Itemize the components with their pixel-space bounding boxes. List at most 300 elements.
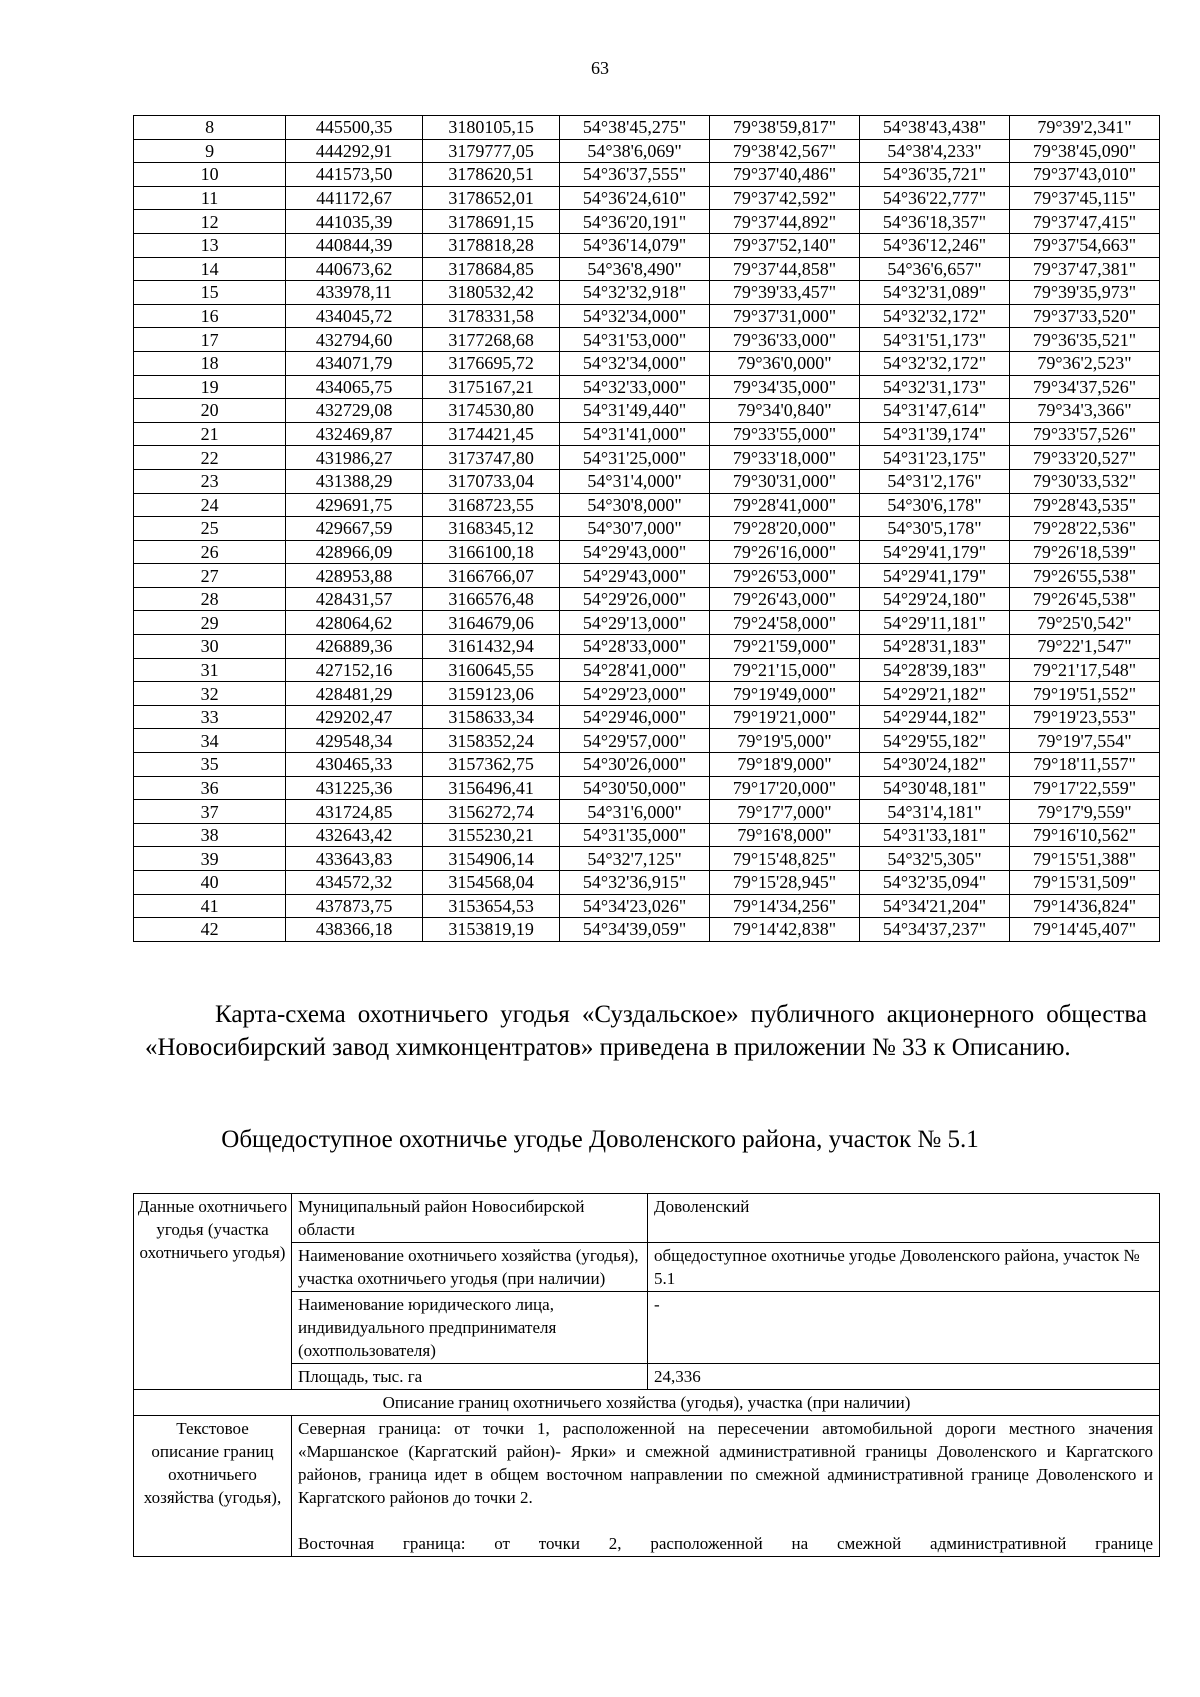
table-cell: 434572,32 [286, 871, 423, 895]
table-cell: 54°28'31,183" [860, 635, 1010, 659]
table-cell: 54°29'57,000" [560, 729, 710, 753]
table-cell: 79°39'33,457" [710, 281, 860, 305]
table-cell: 3178691,15 [423, 210, 560, 234]
table-cell: 79°14'45,407" [1009, 918, 1159, 942]
table-cell: 428966,09 [286, 540, 423, 564]
table-cell: 79°37'45,115" [1009, 186, 1159, 210]
table-cell: 3158352,24 [423, 729, 560, 753]
table-cell: 54°36'37,555" [560, 163, 710, 187]
info-label: Муниципальный район Новосибирской области [292, 1194, 648, 1243]
table-row [134, 540, 1160, 564]
table-cell: 79°37'47,415" [1009, 210, 1159, 234]
table-cell: 37 [134, 800, 286, 824]
table-cell: 79°38'45,090" [1009, 139, 1159, 163]
table-cell: 432643,42 [286, 823, 423, 847]
table-cell: 79°19'7,554" [1009, 729, 1159, 753]
table-cell: 79°30'33,532" [1009, 469, 1159, 493]
table-cell: 79°21'17,548" [1009, 658, 1159, 682]
table-cell: 14 [134, 257, 286, 281]
table-cell: 79°15'31,509" [1009, 871, 1159, 895]
table-cell: 35 [134, 753, 286, 777]
table-row [134, 682, 1160, 706]
table-cell: 79°38'42,567" [710, 139, 860, 163]
table-cell: 54°38'43,438" [860, 116, 1010, 140]
table-cell: 54°29'11,181" [860, 611, 1010, 635]
table-cell: 54°29'24,180" [860, 587, 1010, 611]
table-cell: 434071,79 [286, 351, 423, 375]
table-cell: 79°19'49,000" [710, 682, 860, 706]
table-cell: 79°33'18,000" [710, 446, 860, 470]
table-cell: 54°32'32,172" [860, 351, 1010, 375]
table-cell: 3160645,55 [423, 658, 560, 682]
info-row-district [134, 1194, 1160, 1243]
table-cell: 54°30'8,000" [560, 493, 710, 517]
group-label: Данные охотничьего угодья (участка охотничьего угодья) [134, 1194, 292, 1390]
table-row [134, 611, 1160, 635]
table-cell: 431225,36 [286, 776, 423, 800]
table-cell: 432469,87 [286, 422, 423, 446]
table-row [134, 918, 1160, 942]
table-cell: 54°32'35,094" [860, 871, 1010, 895]
table-cell: 79°36'2,523" [1009, 351, 1159, 375]
table-cell: 79°39'2,341" [1009, 116, 1159, 140]
north-boundary-text: Северная граница: от точки 1, расположенной на пересечении автомобильной дороги местного значения «Маршанское (Каргатский район)- Ярки» и смежной административной границы Доволенского и Каргатского районов, граница идет в общем восточном направлении по смежной административной границе Доволенского и Каргатского районов до точки 2. [298, 1419, 1153, 1507]
table-cell: 3173747,80 [423, 446, 560, 470]
table-cell: 32 [134, 682, 286, 706]
table-cell: 30 [134, 635, 286, 659]
table-cell: 79°37'44,858" [710, 257, 860, 281]
table-cell: 54°31'49,440" [560, 399, 710, 423]
table-cell: 8 [134, 116, 286, 140]
table-cell: 54°28'39,183" [860, 658, 1010, 682]
table-cell: 54°30'5,178" [860, 517, 1010, 541]
info-value: 24,336 [648, 1364, 1160, 1390]
table-cell: 79°28'43,535" [1009, 493, 1159, 517]
table-cell: 431388,29 [286, 469, 423, 493]
table-cell: 79°24'58,000" [710, 611, 860, 635]
table-cell: 42 [134, 918, 286, 942]
table-cell: 54°29'13,000" [560, 611, 710, 635]
table-cell: 54°36'18,357" [860, 210, 1010, 234]
table-cell: 430465,33 [286, 753, 423, 777]
table-cell: 33 [134, 705, 286, 729]
table-row [134, 823, 1160, 847]
table-cell: 3161432,94 [423, 635, 560, 659]
table-row [134, 564, 1160, 588]
table-row [134, 705, 1160, 729]
table-cell: 426889,36 [286, 635, 423, 659]
table-cell: 54°31'35,000" [560, 823, 710, 847]
table-cell: 434065,75 [286, 375, 423, 399]
table-cell: 79°37'44,892" [710, 210, 860, 234]
table-cell: 54°32'36,915" [560, 871, 710, 895]
table-cell: 79°26'43,000" [710, 587, 860, 611]
table-cell: 54°30'48,181" [860, 776, 1010, 800]
table-cell: 79°26'53,000" [710, 564, 860, 588]
table-cell: 54°31'33,181" [860, 823, 1010, 847]
table-cell: 23 [134, 469, 286, 493]
table-cell: 54°32'34,000" [560, 351, 710, 375]
table-cell: 19 [134, 375, 286, 399]
table-cell: 79°28'22,536" [1009, 517, 1159, 541]
table-cell: 440673,62 [286, 257, 423, 281]
table-cell: 433978,11 [286, 281, 423, 305]
table-cell: 79°37'40,486" [710, 163, 860, 187]
table-cell: 441172,67 [286, 186, 423, 210]
table-cell: 432794,60 [286, 328, 423, 352]
info-value: - [648, 1292, 1160, 1364]
table-cell: 79°30'31,000" [710, 469, 860, 493]
table-cell: 3174421,45 [423, 422, 560, 446]
info-label: Наименование охотничьего хозяйства (угодья), участка охотничьего угодья (при наличии) [292, 1243, 648, 1292]
table-row [134, 800, 1160, 824]
info-value: Доволенский [648, 1194, 1160, 1243]
table-cell: 54°36'6,657" [860, 257, 1010, 281]
table-cell: 79°19'23,553" [1009, 705, 1159, 729]
table-cell: 26 [134, 540, 286, 564]
table-cell: 79°37'47,381" [1009, 257, 1159, 281]
boundary-description [292, 1416, 1160, 1557]
table-cell: 429691,75 [286, 493, 423, 517]
table-cell: 79°18'9,000" [710, 753, 860, 777]
table-cell: 79°17'9,559" [1009, 800, 1159, 824]
table-cell: 79°17'7,000" [710, 800, 860, 824]
table-cell: 54°38'6,069" [560, 139, 710, 163]
table-cell: 3156496,41 [423, 776, 560, 800]
table-cell: 3175167,21 [423, 375, 560, 399]
table-cell: 438366,18 [286, 918, 423, 942]
table-cell: 54°38'45,275" [560, 116, 710, 140]
table-cell: 54°32'33,000" [560, 375, 710, 399]
table-cell: 79°38'59,817" [710, 116, 860, 140]
section-heading: Общедоступное охотничье угодье Доволенского района, участок № 5.1 [221, 1126, 979, 1153]
table-cell: 54°31'2,176" [860, 469, 1010, 493]
table-cell: 429548,34 [286, 729, 423, 753]
table-cell: 20 [134, 399, 286, 423]
table-cell: 79°19'51,552" [1009, 682, 1159, 706]
table-cell: 428064,62 [286, 611, 423, 635]
table-cell: 54°29'44,182" [860, 705, 1010, 729]
table-row [134, 894, 1160, 918]
table-row [134, 729, 1160, 753]
table-cell: 54°36'24,610" [560, 186, 710, 210]
table-cell: 54°29'41,179" [860, 564, 1010, 588]
table-cell: 441035,39 [286, 210, 423, 234]
table-cell: 54°31'39,174" [860, 422, 1010, 446]
table-cell: 79°14'36,824" [1009, 894, 1159, 918]
table-cell: 79°21'15,000" [710, 658, 860, 682]
table-cell: 3178684,85 [423, 257, 560, 281]
table-cell: 54°31'47,614" [860, 399, 1010, 423]
table-cell: 54°29'46,000" [560, 705, 710, 729]
table-cell: 54°29'26,000" [560, 587, 710, 611]
table-cell: 24 [134, 493, 286, 517]
table-row [134, 658, 1160, 682]
map-note-text: Карта-схема охотничьего угодья «Суздальское» публичного акционерного общества «Новосибирский завод химконцентратов» приведена в приложении № 33 к Описанию. [145, 1001, 1147, 1061]
table-cell: 41 [134, 894, 286, 918]
table-cell: 79°37'52,140" [710, 233, 860, 257]
table-cell: 17 [134, 328, 286, 352]
table-cell: 431986,27 [286, 446, 423, 470]
table-cell: 79°25'0,542" [1009, 611, 1159, 635]
table-cell: 54°36'8,490" [560, 257, 710, 281]
table-row [134, 635, 1160, 659]
table-cell: 445500,35 [286, 116, 423, 140]
table-cell: 54°32'31,089" [860, 281, 1010, 305]
table-cell: 79°18'11,557" [1009, 753, 1159, 777]
table-cell: 13 [134, 233, 286, 257]
table-cell: 54°36'12,246" [860, 233, 1010, 257]
boundaries-header: Описание границ охотничьего хозяйства (угодья), участка (при наличии) [134, 1390, 1160, 1416]
table-cell: 3168723,55 [423, 493, 560, 517]
table-cell: 440844,39 [286, 233, 423, 257]
table-cell: 79°37'33,520" [1009, 304, 1159, 328]
table-row [134, 469, 1160, 493]
table-row [134, 587, 1160, 611]
table-row [134, 304, 1160, 328]
table-row [134, 493, 1160, 517]
table-cell: 28 [134, 587, 286, 611]
table-cell: 22 [134, 446, 286, 470]
table-cell: 428953,88 [286, 564, 423, 588]
table-cell: 79°28'41,000" [710, 493, 860, 517]
table-cell: 54°34'21,204" [860, 894, 1010, 918]
table-cell: 27 [134, 564, 286, 588]
table-cell: 79°34'0,840" [710, 399, 860, 423]
table-cell: 54°32'32,918" [560, 281, 710, 305]
table-cell: 54°34'39,059" [560, 918, 710, 942]
table-cell: 10 [134, 163, 286, 187]
table-cell: 54°31'4,000" [560, 469, 710, 493]
table-cell: 3170733,04 [423, 469, 560, 493]
table-cell: 437873,75 [286, 894, 423, 918]
table-cell: 79°14'42,838" [710, 918, 860, 942]
table-row [134, 116, 1160, 140]
table-cell: 54°36'14,079" [560, 233, 710, 257]
table-cell: 79°15'28,945" [710, 871, 860, 895]
table-cell: 16 [134, 304, 286, 328]
table-cell: 3177268,68 [423, 328, 560, 352]
table-cell: 54°29'21,182" [860, 682, 1010, 706]
table-cell: 79°36'0,000" [710, 351, 860, 375]
table-cell: 79°34'37,526" [1009, 375, 1159, 399]
table-cell: 36 [134, 776, 286, 800]
table-cell: 54°29'43,000" [560, 564, 710, 588]
table-cell: 432729,08 [286, 399, 423, 423]
table-cell: 54°31'4,181" [860, 800, 1010, 824]
table-cell: 79°37'31,000" [710, 304, 860, 328]
table-cell: 79°39'35,973" [1009, 281, 1159, 305]
table-cell: 79°33'20,527" [1009, 446, 1159, 470]
table-cell: 434045,72 [286, 304, 423, 328]
table-cell: 79°19'5,000" [710, 729, 860, 753]
table-cell: 429667,59 [286, 517, 423, 541]
page-number: 63 [591, 58, 609, 78]
table-cell: 54°30'7,000" [560, 517, 710, 541]
table-cell: 3178652,01 [423, 186, 560, 210]
table-cell: 79°34'3,366" [1009, 399, 1159, 423]
table-cell: 79°15'51,388" [1009, 847, 1159, 871]
table-cell: 40 [134, 871, 286, 895]
table-cell: 54°30'24,182" [860, 753, 1010, 777]
table-cell: 3180105,15 [423, 116, 560, 140]
table-cell: 54°31'25,000" [560, 446, 710, 470]
table-row [134, 753, 1160, 777]
table-cell: 3180532,42 [423, 281, 560, 305]
table-row [134, 399, 1160, 423]
table-row [134, 233, 1160, 257]
table-cell: 79°19'21,000" [710, 705, 860, 729]
table-cell: 3153819,19 [423, 918, 560, 942]
table-cell: 3154906,14 [423, 847, 560, 871]
table-cell: 79°21'59,000" [710, 635, 860, 659]
table-cell: 34 [134, 729, 286, 753]
table-cell: 54°30'6,178" [860, 493, 1010, 517]
table-cell: 3164679,06 [423, 611, 560, 635]
table-cell: 79°33'55,000" [710, 422, 860, 446]
table-cell: 9 [134, 139, 286, 163]
table-cell: 79°26'18,539" [1009, 540, 1159, 564]
table-cell: 3155230,21 [423, 823, 560, 847]
table-cell: 39 [134, 847, 286, 871]
table-row [134, 446, 1160, 470]
table-cell: 3178818,28 [423, 233, 560, 257]
table-cell: 444292,91 [286, 139, 423, 163]
table-cell: 54°29'41,179" [860, 540, 1010, 564]
table-cell: 54°30'50,000" [560, 776, 710, 800]
table-row [134, 776, 1160, 800]
map-note-paragraph [145, 998, 1147, 1064]
table-cell: 79°14'34,256" [710, 894, 860, 918]
table-cell: 54°31'51,173" [860, 328, 1010, 352]
table-cell: 79°16'10,562" [1009, 823, 1159, 847]
table-cell: 3179777,05 [423, 139, 560, 163]
table-cell: 54°32'5,305" [860, 847, 1010, 871]
table-cell: 79°36'35,521" [1009, 328, 1159, 352]
table-cell: 3157362,75 [423, 753, 560, 777]
table-cell: 3166100,18 [423, 540, 560, 564]
table-cell: 54°36'35,721" [860, 163, 1010, 187]
table-cell: 79°37'43,010" [1009, 163, 1159, 187]
table-cell: 79°17'22,559" [1009, 776, 1159, 800]
east-boundary-text: Восточная граница: от точки 2, расположенной на смежной административной границе [298, 1534, 1153, 1553]
table-cell: 79°26'55,538" [1009, 564, 1159, 588]
table-cell: 428431,57 [286, 587, 423, 611]
table-cell: 21 [134, 422, 286, 446]
table-cell: 79°22'1,547" [1009, 635, 1159, 659]
table-cell: 427152,16 [286, 658, 423, 682]
table-cell: 79°28'20,000" [710, 517, 860, 541]
table-cell: 54°29'55,182" [860, 729, 1010, 753]
table-cell: 54°28'33,000" [560, 635, 710, 659]
table-cell: 79°37'54,663" [1009, 233, 1159, 257]
table-cell: 18 [134, 351, 286, 375]
table-cell: 54°36'22,777" [860, 186, 1010, 210]
table-cell: 15 [134, 281, 286, 305]
table-cell: 79°15'48,825" [710, 847, 860, 871]
table-cell: 79°16'8,000" [710, 823, 860, 847]
table-cell: 3159123,06 [423, 682, 560, 706]
text-description-label: Текстовое описание границ охотничьего хозяйства (угодья), [134, 1416, 292, 1557]
table-cell: 54°32'32,172" [860, 304, 1010, 328]
hunting-ground-info-table [133, 1193, 1160, 1557]
table-cell: 54°31'6,000" [560, 800, 710, 824]
table-cell: 54°34'37,237" [860, 918, 1010, 942]
table-cell: 79°26'16,000" [710, 540, 860, 564]
table-cell: 79°33'57,526" [1009, 422, 1159, 446]
table-row [134, 847, 1160, 871]
table-cell: 431724,85 [286, 800, 423, 824]
table-row [134, 163, 1160, 187]
table-row [134, 517, 1160, 541]
table-cell: 3178331,58 [423, 304, 560, 328]
table-cell: 54°32'7,125" [560, 847, 710, 871]
table-cell: 3166576,48 [423, 587, 560, 611]
table-row [134, 186, 1160, 210]
table-cell: 79°36'33,000" [710, 328, 860, 352]
table-cell: 54°34'23,026" [560, 894, 710, 918]
table-cell: 79°37'42,592" [710, 186, 860, 210]
table-cell: 79°34'35,000" [710, 375, 860, 399]
table-cell: 428481,29 [286, 682, 423, 706]
table-row [134, 210, 1160, 234]
table-cell: 12 [134, 210, 286, 234]
table-cell: 3166766,07 [423, 564, 560, 588]
table-cell: 25 [134, 517, 286, 541]
table-cell: 54°29'23,000" [560, 682, 710, 706]
table-cell: 433643,83 [286, 847, 423, 871]
table-cell: 54°28'41,000" [560, 658, 710, 682]
table-row [134, 375, 1160, 399]
table-cell: 3176695,72 [423, 351, 560, 375]
table-row [134, 139, 1160, 163]
table-cell: 3156272,74 [423, 800, 560, 824]
table-row [134, 351, 1160, 375]
table-cell: 54°31'53,000" [560, 328, 710, 352]
table-cell: 54°30'26,000" [560, 753, 710, 777]
table-cell: 29 [134, 611, 286, 635]
table-row [134, 422, 1160, 446]
table-row [134, 281, 1160, 305]
table-cell: 31 [134, 658, 286, 682]
table-cell: 3158633,34 [423, 705, 560, 729]
table-cell: 11 [134, 186, 286, 210]
table-cell: 441573,50 [286, 163, 423, 187]
table-cell: 54°32'34,000" [560, 304, 710, 328]
boundaries-header-row [134, 1390, 1160, 1416]
table-cell: 3174530,80 [423, 399, 560, 423]
table-cell: 79°17'20,000" [710, 776, 860, 800]
table-cell: 54°29'43,000" [560, 540, 710, 564]
info-label: Наименование юридического лица, индивидуального предпринимателя (охотпользователя) [292, 1292, 648, 1364]
coordinates-table [133, 115, 1160, 942]
table-cell: 3154568,04 [423, 871, 560, 895]
table-cell: 54°31'41,000" [560, 422, 710, 446]
table-row [134, 257, 1160, 281]
table-cell: 79°26'45,538" [1009, 587, 1159, 611]
table-cell: 429202,47 [286, 705, 423, 729]
table-row [134, 871, 1160, 895]
info-label: Площадь, тыс. га [292, 1364, 648, 1390]
table-cell: 38 [134, 823, 286, 847]
table-cell: 3178620,51 [423, 163, 560, 187]
info-value: общедоступное охотничье угодье Доволенского района, участок № 5.1 [648, 1243, 1160, 1292]
table-cell: 3153654,53 [423, 894, 560, 918]
table-cell: 54°38'4,233" [860, 139, 1010, 163]
table-cell: 54°36'20,191" [560, 210, 710, 234]
boundary-description-row [134, 1416, 1160, 1557]
table-cell: 3168345,12 [423, 517, 560, 541]
